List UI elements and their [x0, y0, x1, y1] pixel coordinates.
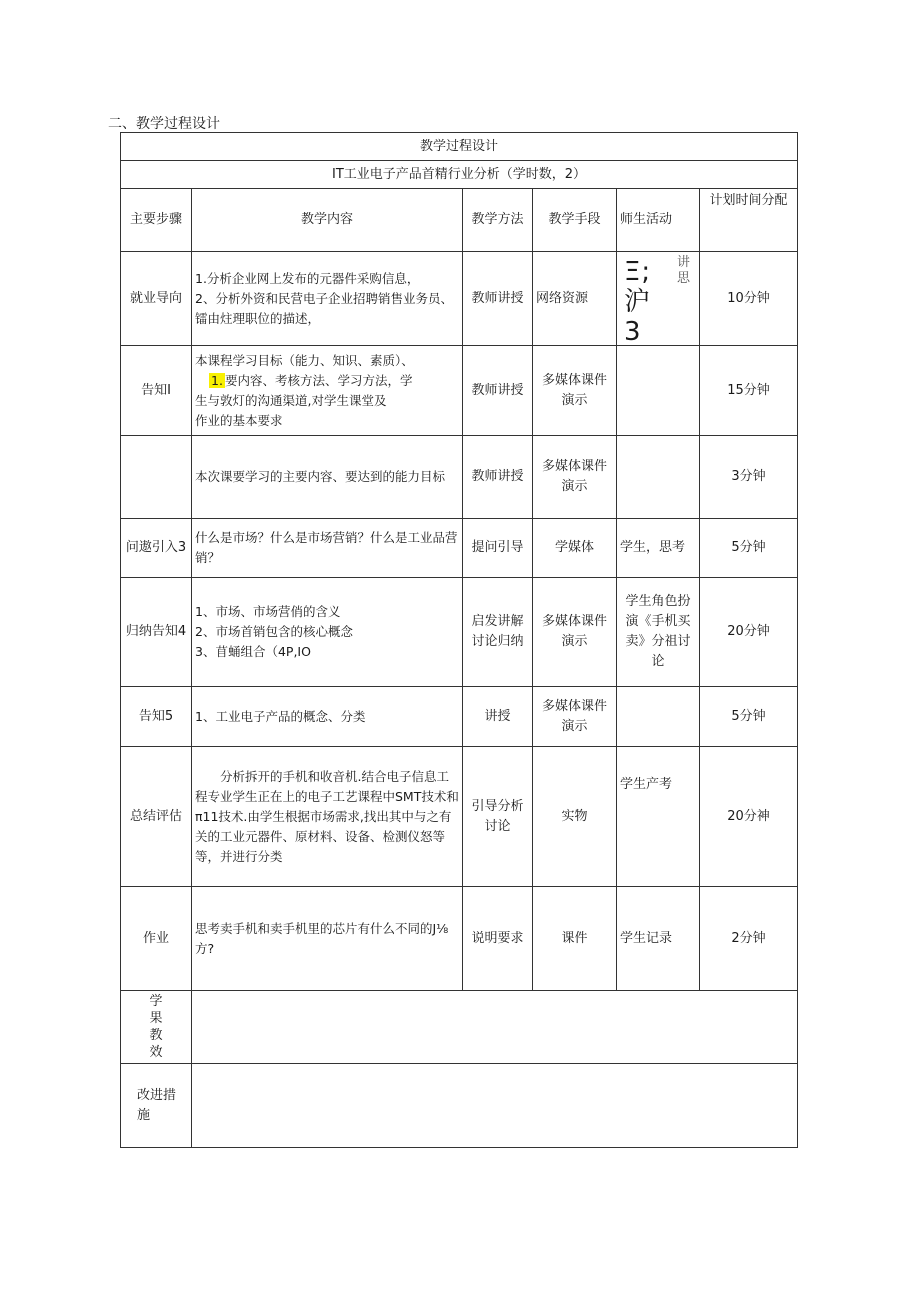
time-cell: 3分钟 [700, 436, 798, 519]
content-line: 1、市场、市场营俏的含义 [195, 604, 341, 619]
step-cell: 归纳告知4 [121, 578, 192, 687]
footer-label: 学果教效 [121, 991, 192, 1064]
header-time: 计划时间分配 [700, 189, 798, 252]
activity-cell: 学生角色扮演《手机买卖》分祖讨论 [617, 578, 700, 687]
footer-label: 改进措施 [121, 1064, 192, 1148]
content-cell [192, 578, 463, 687]
content-line: 2、分析外资和民营电子企业招聘销售业务员、 [195, 290, 453, 306]
highlight-mark: 1. [211, 372, 223, 388]
step-cell: 总结评估 [121, 747, 192, 887]
table-title-row [121, 133, 798, 161]
content-line: 1.分析企业网上发布的元器件采购信息， [195, 270, 420, 286]
table-row [121, 519, 798, 578]
means-cell: 多媒体课件演示 [533, 687, 617, 747]
method-cell: 教师讲授 [463, 346, 533, 436]
time-cell: 2分钟 [700, 887, 798, 991]
time-cell: 20分神 [700, 747, 798, 887]
content-line: 作业的基本要求 [195, 412, 283, 428]
content-cell [192, 346, 463, 436]
step-cell: 问遨引入3 [121, 519, 192, 578]
footer-row-improve [121, 1064, 798, 1148]
header-method: 教学方法 [463, 189, 533, 252]
step-cell: 告知5 [121, 687, 192, 747]
method-cell: 讲授 [463, 687, 533, 747]
step-cell: 告知I [121, 346, 192, 436]
method-cell: 教师讲授 [463, 436, 533, 519]
means-cell: 网络资源 [533, 252, 617, 346]
content-cell: 1、工业电子产品的概念、分类 [192, 687, 463, 747]
content-line: 镭由炷理职位的描述， [195, 310, 321, 326]
table-row [121, 747, 798, 887]
step-cell: 就业导向 [121, 252, 192, 346]
content-cell: 思考卖手机和卖手机里的芯片有什么不同的J⅛方? [192, 887, 463, 991]
header-step: 主要步骤 [121, 189, 192, 252]
method-cell: 教师讲授 [463, 252, 533, 346]
table-row [121, 436, 798, 519]
header-means: 教学手段 [533, 189, 617, 252]
content-line: 3、苜蛹组合（4P,IO [195, 644, 311, 659]
method-cell: 启发讲解讨论归纳 [463, 578, 533, 687]
table-row [121, 687, 798, 747]
time-cell: 15分钟 [700, 346, 798, 436]
activity-cell [617, 687, 700, 747]
teaching-process-table [120, 132, 798, 1148]
step-cell [121, 436, 192, 519]
footer-row-effect [121, 991, 798, 1064]
means-cell: 多媒体课件演示 [533, 578, 617, 687]
activity-cell [617, 346, 700, 436]
content-cell: 本次课要学习的主要内容、要达到的能力目标 [192, 436, 463, 519]
means-cell: 学媒体 [533, 519, 617, 578]
means-cell: 实物 [533, 747, 617, 887]
method-cell: 引导分析讨论 [463, 747, 533, 887]
table-subtitle-row [121, 161, 798, 189]
method-cell: 提问引导 [463, 519, 533, 578]
content-cell: 分析拆开的手机和收音机.结合电子信息工程专业学生正在上的电子工艺课程中SMT技术和π11技术.由学生根据市场需求,找出其中与之有关的工业元器件、原材料、设备、检测仪怒等等，并进行分类 [192, 747, 463, 887]
table-row [121, 346, 798, 436]
scribble-text: Ξ; 沪 3 [624, 256, 652, 347]
means-cell: 多媒体课件演示 [533, 346, 617, 436]
step-cell: 作业 [121, 887, 192, 991]
time-cell: 5分钟 [700, 687, 798, 747]
content-line: 2、市场首销包含的核心概念 [195, 624, 353, 639]
activity-cell: 学生产考 [617, 747, 700, 887]
activity-cell: 学生，思考 [617, 519, 700, 578]
table-subtitle: IT工业电子产品首精行业分析（学时数，2） [121, 161, 798, 189]
table-title: 教学过程设计 [121, 133, 798, 161]
footer-value [192, 991, 798, 1064]
table-row [121, 578, 798, 687]
content-line: 本课程学习目标（能力、知识、素质）、 [195, 352, 414, 368]
header-content: 教学内容 [192, 189, 463, 252]
activity-scribble [620, 254, 696, 347]
content-cell [192, 252, 463, 346]
activity-cell: 学生记录 [617, 887, 700, 991]
footer-value [192, 1064, 798, 1148]
means-cell: 多媒体课件演示 [533, 436, 617, 519]
time-cell: 5分钟 [700, 519, 798, 578]
time-cell: 10分钟 [700, 252, 798, 346]
header-activity: 师生活动 [617, 189, 700, 252]
table-row [121, 887, 798, 991]
time-cell: 20分钟 [700, 578, 798, 687]
content-cell: 什么是市场？什么是市场营销？什么是工业品营销？ [192, 519, 463, 578]
table-row [121, 252, 798, 346]
header-row [121, 189, 798, 252]
activity-cell [617, 252, 700, 346]
content-line: 生与敦灯的沟通渠道,对学生课堂及 [195, 392, 387, 408]
activity-cell [617, 436, 700, 519]
method-cell: 说明要求 [463, 887, 533, 991]
section-title: 二、教学过程设计 [108, 116, 220, 132]
means-cell: 课件 [533, 887, 617, 991]
content-line: 1. 要内容、考核方法、学习方法，学 [211, 372, 413, 388]
scribble-note: 讲 思 [676, 254, 690, 286]
